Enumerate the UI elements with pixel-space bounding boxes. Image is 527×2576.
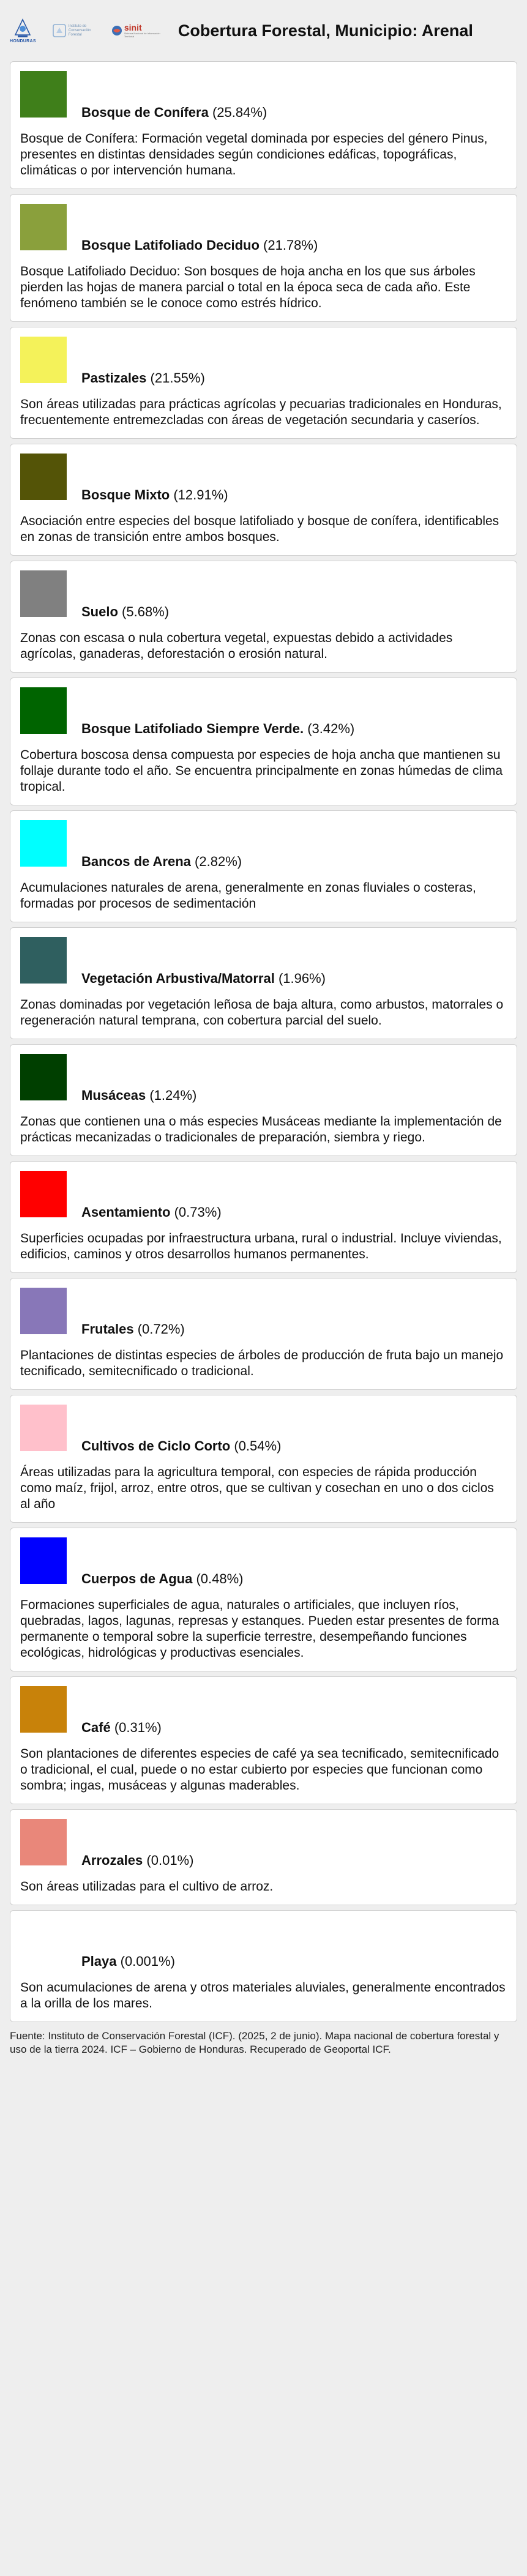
legend-card-header	[20, 1054, 507, 1103]
legend-list	[0, 61, 527, 2022]
legend-label	[81, 1720, 162, 1735]
category-name: Bosque Latifoliado Siempre Verde.	[81, 721, 304, 736]
legend-card	[10, 678, 517, 805]
category-description: Bosque de Conífera: Formación vegetal dominada por especies del género Pinus, presentes en distintas densidades según condiciones edáficas, topográficas, climáticas o por intervención humana.	[20, 132, 488, 177]
color-swatch	[20, 570, 67, 617]
category-percentage: (0.72%)	[137, 1321, 185, 1337]
category-percentage: (0.48%)	[196, 1571, 244, 1586]
category-percentage: (5.68%)	[122, 604, 170, 619]
legend-label	[81, 371, 205, 386]
color-swatch	[20, 1288, 67, 1334]
color-swatch	[20, 204, 67, 250]
category-description: Plantaciones de distintas especies de árboles de producción de fruta bajo un manejo tecnificado, semitecnificado o tradicional.	[20, 1348, 504, 1378]
color-swatch	[20, 1920, 67, 1966]
color-swatch	[20, 1686, 67, 1733]
category-description: Son acumulaciones de arena y otros materiales aluviales, generalmente encontrados a la orilla de los mares.	[20, 1981, 506, 2010]
legend-card-header	[20, 204, 507, 253]
category-description: Áreas utilizadas para la agricultura temporal, con especies de rápida producción como maíz, frijol, arroz, entre otros, que se cultivan y cosechan en uno o dos ciclos al año	[20, 1465, 494, 1511]
legend-label	[81, 1954, 175, 1969]
legend-card	[10, 561, 517, 673]
color-swatch	[20, 71, 67, 118]
category-name: Asentamiento	[81, 1204, 171, 1220]
category-name: Musáceas	[81, 1088, 146, 1103]
category-description: Son áreas utilizadas para el cultivo de arroz.	[20, 1880, 274, 1894]
legend-card	[10, 1676, 517, 1804]
legend-card	[10, 61, 517, 189]
legend-label	[81, 1439, 281, 1454]
legend-card	[10, 927, 517, 1039]
category-percentage: (2.82%)	[195, 854, 242, 869]
legend-card	[10, 1910, 517, 2022]
legend-label	[81, 105, 267, 120]
legend-card	[10, 1161, 517, 1273]
color-swatch	[20, 1537, 67, 1584]
color-swatch	[20, 937, 67, 984]
category-name: Frutales	[81, 1321, 134, 1337]
color-swatch	[20, 687, 67, 734]
legend-card-header	[20, 1686, 507, 1733]
sinit-logo-subtext: Sistema Nacional de Información Territorial	[124, 32, 160, 38]
color-swatch	[20, 1054, 67, 1100]
legend-card-header	[20, 1171, 507, 1220]
sinit-globe-icon	[111, 25, 122, 36]
legend-label	[81, 605, 169, 619]
legend-card	[10, 1809, 517, 1905]
category-percentage: (0.54%)	[234, 1438, 282, 1454]
category-description: Asociación entre especies del bosque latifoliado y bosque de conífera, identificables en zonas de transición entre ambos bosques.	[20, 514, 499, 544]
color-swatch	[20, 820, 67, 867]
legend-card	[10, 1528, 517, 1671]
header	[0, 0, 527, 61]
category-name: Playa	[81, 1954, 117, 1969]
icf-emblem-icon	[52, 23, 67, 38]
legend-label	[81, 722, 354, 736]
color-swatch	[20, 337, 67, 383]
legend-card-header	[20, 937, 507, 984]
icf-logo-text: Instituto de Conservación Forestal	[68, 24, 91, 37]
category-percentage: (21.55%)	[150, 370, 205, 386]
category-percentage: (3.42%)	[307, 721, 355, 736]
honduras-emblem-icon	[12, 18, 33, 39]
color-swatch	[20, 1171, 67, 1217]
logo-group	[10, 18, 161, 43]
legend-card-header	[20, 1920, 507, 1969]
category-name: Bancos de Arena	[81, 854, 191, 869]
legend-label	[81, 1205, 222, 1220]
source-footer: Fuente: Instituto de Conservación Forestal (ICF). (2025, 2 de junio). Mapa nacional de cobertura forestal y uso de la tierra 2024. ICF – Gobierno de Honduras. Recuperado de Geoportal ICF.	[10, 2030, 499, 2055]
category-name: Bosque Latifoliado Deciduo	[81, 237, 260, 253]
legend-card	[10, 810, 517, 922]
category-name: Café	[81, 1720, 111, 1735]
legend-card	[10, 444, 517, 556]
category-percentage: (1.24%)	[149, 1088, 197, 1103]
category-description: Son áreas utilizadas para prácticas agrícolas y pecuarias tradicionales en Honduras, frecuentemente entremezcladas con áreas de vegetación secundaria y caseríos.	[20, 397, 502, 427]
legend-card-header	[20, 1405, 507, 1454]
legend-card	[10, 1044, 517, 1156]
legend-card-header	[20, 71, 507, 118]
color-swatch	[20, 454, 67, 500]
category-percentage: (25.84%)	[212, 105, 267, 120]
honduras-logo	[10, 18, 36, 43]
category-description: Cobertura boscosa densa compuesta por especies de hoja ancha que mantienen su follaje durante todo el año. Se encuentra principalmente en zonas húmedas de clima tropical.	[20, 748, 503, 794]
category-percentage: (0.001%)	[120, 1954, 175, 1969]
color-swatch	[20, 1405, 67, 1451]
category-description: Zonas dominadas por vegetación leñosa de baja altura, como arbustos, matorrales o regeneración natural temprana, con cobertura parcial del suelo.	[20, 998, 504, 1028]
category-name: Cuerpos de Agua	[81, 1571, 193, 1586]
legend-card	[10, 194, 517, 322]
icf-logo	[52, 23, 95, 38]
category-name: Bosque de Conífera	[81, 105, 209, 120]
legend-label	[81, 1853, 193, 1868]
category-name: Pastizales	[81, 370, 147, 386]
legend-label	[81, 854, 242, 869]
category-name: Bosque Mixto	[81, 487, 170, 502]
legend-card-header	[20, 687, 507, 734]
category-description: Bosque Latifoliado Deciduo: Son bosques de hoja ancha en los que sus árboles pierden las hojas de manera parcial o total en la época seca de cada año. Este fenómeno también se le conoce como estrés hídrico.	[20, 264, 476, 310]
category-name: Cultivos de Ciclo Corto	[81, 1438, 231, 1454]
legend-card-header	[20, 1819, 507, 1868]
category-description: Zonas que contienen una o más especies Musáceas mediante la implementación de prácticas mecanizadas o tradicionales de preparación, siembra y riego.	[20, 1114, 502, 1144]
category-description: Zonas con escasa o nula cobertura vegetal, expuestas debido a actividades agrícolas, ganaderas, deforestación o erosión natural.	[20, 631, 453, 661]
category-percentage: (21.78%)	[263, 237, 318, 253]
legend-card-header	[20, 337, 507, 386]
category-description: Formaciones superficiales de agua, naturales o artificiales, que incluyen ríos, quebradas, lagos, lagunas, represas y estanques. Pueden estar presentes de forma permanente o temporal sobre la superficie terrestre, desempeñando funciones ecológicas, hidrológicas y productivas esenciales.	[20, 1598, 499, 1660]
category-description: Acumulaciones naturales de arena, generalmente en zonas fluviales o costeras, formadas por procesos de sedimentación	[20, 881, 476, 911]
legend-label	[81, 1088, 196, 1103]
legend-card	[10, 1395, 517, 1523]
page-title: Cobertura Forestal, Municipio: Arenal	[178, 21, 473, 40]
sinit-logo	[111, 23, 161, 38]
category-percentage: (0.31%)	[114, 1720, 162, 1735]
legend-label	[81, 1322, 185, 1337]
color-swatch	[20, 1819, 67, 1865]
legend-label	[81, 238, 318, 253]
legend-card	[10, 1278, 517, 1390]
legend-card-header	[20, 1537, 507, 1584]
legend-card	[10, 327, 517, 439]
legend-label	[81, 1572, 244, 1586]
sinit-logo-text: sinit	[124, 23, 142, 32]
category-name: Suelo	[81, 604, 118, 619]
legend-card-header	[20, 570, 507, 617]
category-description: Superficies ocupadas por infraestructura urbana, rural o industrial. Incluye viviendas, edificios, caminos y otros desarrollos humanos permanentes.	[20, 1231, 502, 1261]
category-percentage: (0.01%)	[146, 1853, 194, 1868]
legend-card-header	[20, 820, 507, 867]
honduras-logo-caption: HONDURAS	[10, 39, 36, 43]
legend-card-header	[20, 454, 507, 500]
legend-card-header	[20, 1288, 507, 1337]
category-percentage: (12.91%)	[173, 487, 228, 502]
category-percentage: (1.96%)	[278, 971, 326, 986]
legend-label	[81, 488, 228, 502]
category-name: Arrozales	[81, 1853, 143, 1868]
legend-label	[81, 971, 326, 986]
category-name: Vegetación Arbustiva/Matorral	[81, 971, 275, 986]
category-description: Son plantaciones de diferentes especies de café ya sea tecnificado, semitecnificado o tradicional, el cual, puede o no estar cubierto por especies que funcionan como sombra; ingas, musáceas y algunas maderables.	[20, 1747, 499, 1793]
category-percentage: (0.73%)	[174, 1204, 222, 1220]
